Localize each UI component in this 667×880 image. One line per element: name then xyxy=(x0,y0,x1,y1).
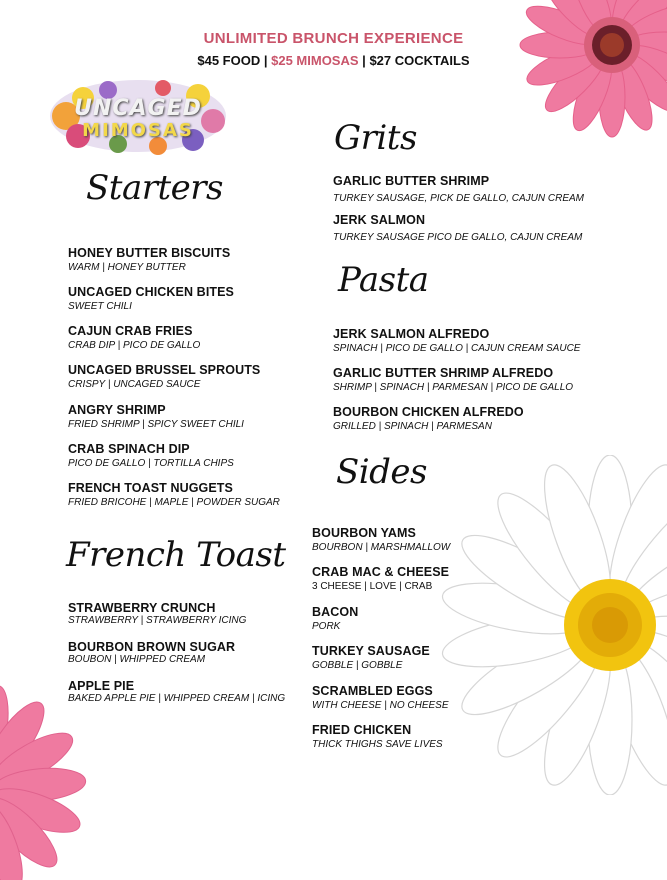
item-desc: TURKEY SAUSAGE PICO DE GALLO, CAJUN CREAM xyxy=(333,232,583,243)
price-mimosas: $25 MIMOSAS xyxy=(271,53,359,68)
item-name: HONEY BUTTER BISCUITS xyxy=(68,246,231,260)
item-desc: WARM | HONEY BUTTER xyxy=(68,262,186,273)
item-desc: SHRIMP | SPINACH | PARMESAN | PICO DE GALLO xyxy=(333,382,574,393)
item-desc: TURKEY SAUSAGE, PICK DE GALLO, CAJUN CREAM xyxy=(333,193,584,204)
item-desc: WITH CHEESE | NO CHEESE xyxy=(312,700,449,711)
price-separator: | xyxy=(362,53,366,68)
menu-item xyxy=(68,601,246,626)
menu-item xyxy=(312,723,443,750)
logo-line1: UNCAGED xyxy=(74,96,202,121)
item-name: JERK SALMON ALFREDO xyxy=(333,327,490,341)
menu-item xyxy=(68,481,280,508)
item-name: SCRAMBLED EGGS xyxy=(312,684,433,698)
pink-gerbera-flower-icon xyxy=(0,680,100,880)
menu-item xyxy=(312,684,449,711)
menu-item xyxy=(312,526,450,553)
logo-line2: MIMOSAS xyxy=(82,120,194,141)
item-name: APPLE PIE xyxy=(68,679,135,693)
item-desc: GRILLED | SPINACH | PARMESAN xyxy=(333,421,492,432)
item-desc: PICO DE GALLO | TORTILLA CHIPS xyxy=(68,458,234,469)
section-title-pasta: Pasta xyxy=(338,260,429,300)
item-desc: FRIED SHRIMP | SPICY SWEET CHILI xyxy=(68,419,244,430)
item-desc: BOURBON | MARSHMALLOW xyxy=(312,542,451,553)
item-desc: CRAB DIP | PICO DE GALLO xyxy=(68,340,201,351)
item-name: BOURBON CHICKEN ALFREDO xyxy=(333,405,524,419)
menu-item xyxy=(68,640,235,665)
white-daisy-flower-icon xyxy=(440,455,667,795)
price-food: $45 FOOD xyxy=(197,53,261,68)
item-desc: GOBBLE | GOBBLE xyxy=(312,660,403,671)
item-name: UNCAGED BRUSSEL SPROUTS xyxy=(68,363,261,377)
menu-item xyxy=(333,405,524,432)
menu-item xyxy=(333,366,573,393)
item-name: BOURBON BROWN SUGAR xyxy=(68,640,236,654)
item-desc: 3 CHEESE | LOVE | CRAB xyxy=(312,581,433,592)
section-title-starters: Starters xyxy=(86,168,223,208)
item-desc: BAKED APPLE PIE | WHIPPED CREAM | ICING xyxy=(68,693,286,704)
section-title-french-toast: French Toast xyxy=(66,535,286,575)
item-desc: FRIED BRICOHE | MAPLE | POWDER SUGAR xyxy=(68,497,280,508)
item-desc: THICK THIGHS SAVE LIVES xyxy=(312,739,443,750)
menu-item xyxy=(68,442,234,469)
item-name: CRAB MAC & CHEESE xyxy=(312,565,450,579)
item-name: TURKEY SAUSAGE xyxy=(312,644,430,658)
menu-item xyxy=(312,565,449,592)
item-name: BOURBON YAMS xyxy=(312,526,416,540)
item-name: JERK SALMON xyxy=(333,213,426,227)
item-name: GARLIC BUTTER SHRIMP ALFREDO xyxy=(333,366,554,380)
item-desc: CRISPY | UNCAGED SAUCE xyxy=(68,379,201,390)
menu-item xyxy=(68,285,234,312)
item-name: FRENCH TOAST NUGGETS xyxy=(68,481,233,495)
item-desc: BOUBON | WHIPPED CREAM xyxy=(68,654,206,665)
item-desc: SPINACH | PICO DE GALLO | CAJUN CREAM SAUCE xyxy=(333,343,581,354)
menu-item xyxy=(68,324,200,351)
menu-item xyxy=(68,363,260,390)
item-name: CRAB SPINACH DIP xyxy=(68,442,190,456)
item-desc: STRAWBERRY | STRAWBERRY ICING xyxy=(68,615,247,626)
item-name: FRIED CHICKEN xyxy=(312,723,412,737)
item-name: BACON xyxy=(312,605,359,619)
item-name: CAJUN CRAB FRIES xyxy=(68,324,193,338)
price-separator: | xyxy=(263,53,268,68)
section-title-grits: Grits xyxy=(334,118,417,158)
pink-gerbera-flower-icon xyxy=(517,0,667,140)
brunch-title: UNLIMITED BRUNCH EXPERIENCE xyxy=(203,30,464,47)
menu-item xyxy=(312,644,430,671)
menu-item xyxy=(333,174,584,204)
item-name: UNCAGED CHICKEN BITES xyxy=(68,285,234,299)
menu-item xyxy=(333,213,582,243)
menu-item xyxy=(68,403,244,430)
price-line xyxy=(0,53,667,68)
menu-item xyxy=(68,679,285,704)
item-desc: PORK xyxy=(312,621,341,632)
menu-item xyxy=(312,605,358,632)
menu-item xyxy=(68,246,230,273)
uncaged-mimosas-logo xyxy=(48,76,228,156)
price-cocktails: $27 COCKTAILS xyxy=(369,53,470,68)
menu-item xyxy=(333,327,580,354)
item-name: GARLIC BUTTER SHRIMP xyxy=(333,174,490,188)
item-name: STRAWBERRY CRUNCH xyxy=(68,601,216,615)
item-desc: SWEET CHILI xyxy=(68,301,132,312)
section-title-sides: Sides xyxy=(336,452,427,492)
item-name: ANGRY SHRIMP xyxy=(68,403,166,417)
